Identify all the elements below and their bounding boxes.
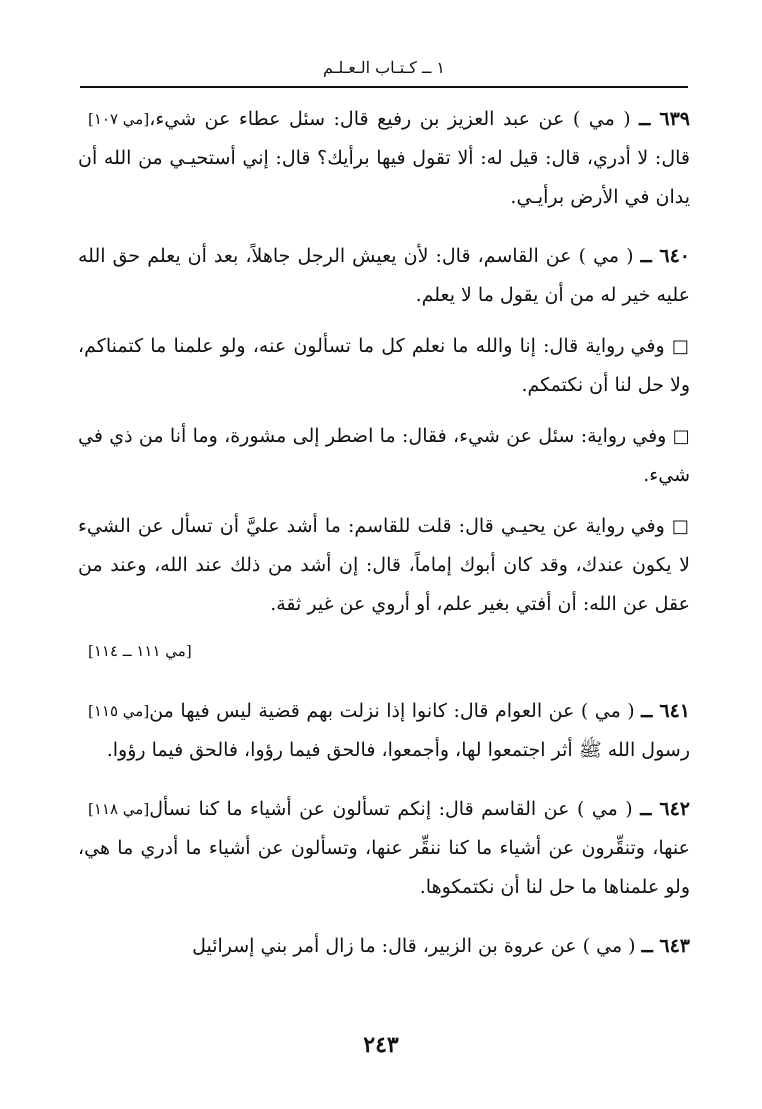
reference-tag: [مي ١١٥] <box>88 702 150 720</box>
source-tag: ( مي ) <box>572 108 631 130</box>
reference-tag: [مي ١٠٧] <box>88 110 150 128</box>
entry-643 <box>78 927 690 966</box>
square-bullet-icon: □ <box>671 336 691 357</box>
page-body <box>78 100 690 986</box>
running-header <box>80 50 688 88</box>
entry-639 <box>78 100 690 217</box>
source-tag: ( مي ) <box>580 700 635 722</box>
reference-tag: [مي ١١١ ــ ١١٤] <box>88 642 192 660</box>
entry-text: عن القاسم، قال: لأن يعيش الرجل جاهلاً، بعد أن يعلم حق الله عليه خير له من أن يقول ما لا يعلم. <box>78 245 690 306</box>
entry-642 <box>78 790 690 907</box>
entry-640 <box>78 237 690 315</box>
entry-text: وفي رواية عن يحيـي قال: قلت للقاسم: ما أشد عليَّ أن تسأل عن الشيء لا يكون عندك، وقد كان أبوك إماماً، قال: إن أشد من ذلك عند الله، وعند من عقل عن الله: أن أفتي بغير علم، أو أروي عن غير ثقة. <box>78 515 690 615</box>
square-bullet-icon: □ <box>671 516 690 537</box>
entry-text: عن العوام قال: كانوا إذا نزلت بهم قضية ليس فيها من رسول الله ﷺ أثر اجتمعوا لها، وأجمعوا، فالحق فيما رؤوا، فالحق فيما رؤوا. <box>106 700 690 761</box>
reference-tag: [مي ١١٨] <box>88 800 150 818</box>
entry-number: ٦٣٩ ــ <box>639 108 691 130</box>
entry-number: ٦٤٣ ــ <box>641 935 690 957</box>
entry-text: وفي رواية: سئل عن شيء، فقال: ما اضطر إلى مشورة، وما أنا من ذي في شيء. <box>78 425 690 486</box>
entry-text: وفي رواية قال: إنا والله ما نعلم كل ما تسألون عنه، ولو علمنا ما كتمناكم، ولا حل لنا أن نكتمكم. <box>78 335 690 396</box>
entry-number: ٦٤١ ــ <box>641 700 690 722</box>
source-tag: ( مي ) <box>578 245 634 267</box>
entry-number: ٦٤٠ ــ <box>640 245 690 267</box>
entry-text: عن عروة بن الزبير، قال: ما زال أمر بني إسرائيل <box>192 935 577 957</box>
entry-number: ٦٤٢ ــ <box>640 798 691 820</box>
variant-narration <box>78 417 690 495</box>
page-number: ٢٤٣ <box>363 1032 399 1058</box>
square-bullet-icon: □ <box>672 426 690 447</box>
variant-narration <box>78 507 690 624</box>
variant-narration <box>78 327 690 405</box>
source-tag: ( مي ) <box>582 935 636 957</box>
entry-text: عن عبد العزيز بن رفيع قال: سئل عطاء عن شيء، قال: لا أدري، قال: قيل له: ألا تقول فيها برأيك؟ قال: إني أستحيـي من الله أن يدان في الأرض برأيـي. <box>78 108 690 208</box>
chapter-title: ١ ــ كـتـاب الـعـلـم <box>322 58 446 77</box>
source-tag: ( مي ) <box>576 798 633 820</box>
entry-text: عن القاسم قال: إنكم تسألون عن أشياء ما كنا نسأل عنها، وتنقِّرون عن أشياء ما كنا ننقِّر عنها، وتسألون عن أشياء ما أدري ما هي، ولو علمناها ما حل لنا أن نكتمكوها. <box>78 798 690 898</box>
entry-641 <box>78 692 690 770</box>
